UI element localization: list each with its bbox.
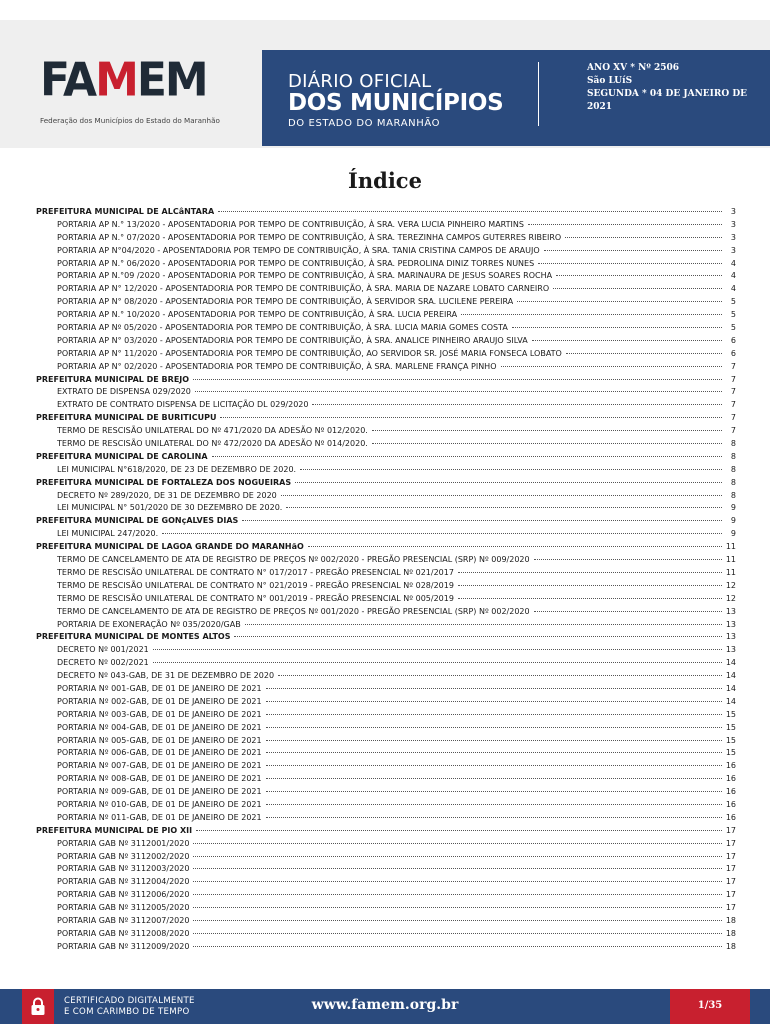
index-entry[interactable] — [36, 619, 736, 632]
dot-leader — [553, 288, 722, 289]
index-entry-title: TERMO DE RESCISÃO UNILATERAL DO Nº 472/2020 DA ADESÃO Nº 014/2020. — [57, 439, 368, 449]
index-entry-title: TERMO DE CANCELAMENTO DE ATA DE REGISTRO DE PREÇOS Nº 001/2020 - PREGÃO PRESENCIAL (SRP) Nº 002/2020 — [57, 606, 530, 616]
index-entry-page: 6 — [730, 335, 736, 345]
index-entry-page: 15 — [725, 748, 736, 758]
dot-leader — [517, 301, 722, 302]
index-entry-page: 18 — [725, 915, 736, 925]
index-entry-page: 15 — [725, 709, 736, 719]
index-entry-page: 7 — [730, 374, 736, 384]
index-entry[interactable] — [36, 606, 736, 619]
index-entry-title: PORTARIA Nº 011-GAB, DE 01 DE JANEIRO DE 2021 — [57, 812, 262, 822]
index-section-heading[interactable] — [36, 206, 736, 219]
index-entry[interactable] — [36, 876, 736, 889]
index-entry[interactable] — [36, 709, 736, 722]
index-entry-page: 15 — [725, 722, 736, 732]
index-entry-title: PORTARIA GAB Nº 3112008/2020 — [57, 928, 190, 938]
index-entry-page: 15 — [725, 735, 736, 745]
index-section-heading[interactable] — [36, 631, 736, 644]
index-entry-title: PORTARIA GAB Nº 3112009/2020 — [57, 941, 190, 951]
index-entry[interactable] — [36, 348, 736, 361]
banner-title-line1: DIÁRIO OFICIAL — [288, 71, 432, 92]
edition-city: São LUíS — [587, 76, 633, 86]
index-entry-page: 13 — [725, 606, 736, 616]
index-entry[interactable] — [36, 335, 736, 348]
index-entry[interactable] — [36, 760, 736, 773]
index-entry-title: PORTARIA GAB Nº 3112003/2020 — [57, 864, 190, 874]
dot-leader — [266, 752, 722, 753]
index-entry-title: PREFEITURA MUNICIPAL DE LAGOA GRANDE DO MARANHãO — [36, 542, 304, 552]
index-entry-title: DECRETO Nº 002/2021 — [57, 658, 149, 668]
index-entry-page: 11 — [725, 567, 736, 577]
dot-leader — [245, 624, 722, 625]
index-entry[interactable] — [36, 838, 736, 851]
index-entry-page: 7 — [730, 413, 736, 423]
index-entry-page: 17 — [725, 838, 736, 848]
index-entry[interactable] — [36, 580, 736, 593]
dot-leader — [312, 404, 722, 405]
dot-leader — [193, 933, 721, 934]
dot-leader — [266, 804, 722, 805]
index-entry[interactable] — [36, 786, 736, 799]
index-entry-title: PORTARIA Nº 006-GAB, DE 01 DE JANEIRO DE 2021 — [57, 748, 262, 758]
index-entry-title: LEI MUNICIPAL 247/2020. — [57, 529, 159, 539]
edition-year: 2021 — [587, 102, 613, 112]
index-entry-page: 7 — [730, 387, 736, 397]
dot-leader — [566, 353, 722, 354]
index-section-heading[interactable] — [36, 825, 736, 838]
dot-leader — [308, 546, 722, 547]
index-entry[interactable] — [36, 283, 736, 296]
index-entry-title: PORTARIA AP N.° 10/2020 - APOSENTADORIA POR TEMPO DE CONTRIBUIÇÃO, À SRA. LUCIA PEREIRA — [57, 310, 458, 320]
dot-leader — [193, 946, 721, 947]
index-entry-page: 3 — [730, 219, 736, 229]
dot-leader — [218, 211, 722, 212]
index-entry-title: PORTARIA GAB Nº 3112007/2020 — [57, 915, 190, 925]
index-entry-page: 7 — [730, 361, 736, 371]
index-entry-title: TERMO DE RESCISÃO UNILATERAL DE CONTRATO N° 001/2019 - PREGÃO PRESENCIAL Nº 005/2019 — [57, 593, 454, 603]
dot-leader — [501, 366, 723, 367]
dot-leader — [153, 649, 722, 650]
dot-leader — [153, 662, 722, 663]
dot-leader — [544, 250, 722, 251]
logo-wordmark: FAMEM — [40, 53, 207, 108]
dot-leader — [193, 907, 721, 908]
dot-leader — [193, 843, 721, 844]
dot-leader — [512, 327, 722, 328]
index-entry-page: 7 — [730, 426, 736, 436]
index-entry-title: DECRETO Nº 043-GAB, DE 31 DE DEZEMBRO DE 2020 — [57, 671, 275, 681]
index-entry[interactable] — [36, 386, 736, 399]
index-entry[interactable] — [36, 851, 736, 864]
dot-leader — [286, 507, 722, 508]
index-entry-title: DECRETO Nº 289/2020, DE 31 DE DEZEMBRO DE 2020 — [57, 490, 277, 500]
index-entry-title: PORTARIA DE EXONERAÇÃO Nº 035/2020/GAB — [57, 619, 241, 629]
website-link[interactable]: www.famem.org.br — [311, 997, 459, 1013]
index-section-heading[interactable] — [36, 541, 736, 554]
index-entry[interactable] — [36, 399, 736, 412]
dot-leader — [193, 868, 721, 869]
index-entry[interactable] — [36, 322, 736, 335]
index-entry-title: PREFEITURA MUNICIPAL DE MONTES ALTOS — [36, 632, 231, 642]
dot-leader — [266, 740, 722, 741]
index-entry-page: 6 — [730, 348, 736, 358]
index-entry[interactable] — [36, 928, 736, 941]
index-entry-page: 8 — [730, 439, 736, 449]
index-entry-page: 14 — [725, 696, 736, 706]
index-entry[interactable] — [36, 567, 736, 580]
index-entry[interactable] — [36, 735, 736, 748]
index-entry[interactable] — [36, 941, 736, 954]
index-entry-page: 13 — [725, 619, 736, 629]
index-entry[interactable] — [36, 799, 736, 812]
index-entry-page: 8 — [730, 490, 736, 500]
index-entry-title: PORTARIA AP N°04/2020 - APOSENTADORIA POR TEMPO DE CONTRIBUIÇÃO, À SRA. TANIA CRISTINA CAMPOS DE ARAUJO — [57, 245, 540, 255]
index-entry-title: PORTARIA AP N° 12/2020 - APOSENTADORIA POR TEMPO DE CONTRIBUIÇÃO, À SRA. MARIA DE NAZARE LOBATO CARNEIRO — [57, 284, 550, 294]
dot-leader — [300, 469, 722, 470]
index-entry[interactable] — [36, 863, 736, 876]
index-entry[interactable] — [36, 915, 736, 928]
dot-leader — [295, 482, 722, 483]
banner-title-line2: DOS MUNICÍPIOS — [288, 90, 504, 116]
index-entry-title: PORTARIA Nº 001-GAB, DE 01 DE JANEIRO DE 2021 — [57, 683, 262, 693]
dot-leader — [195, 391, 722, 392]
page-indicator: 1/35 — [697, 1000, 723, 1011]
index-entry[interactable] — [36, 683, 736, 696]
index-entry-page: 17 — [725, 903, 736, 913]
dot-leader — [278, 675, 722, 676]
famem-logo — [40, 53, 240, 130]
index-entry-page: 3 — [730, 232, 736, 242]
index-entry[interactable] — [36, 722, 736, 735]
dot-leader — [234, 636, 721, 637]
dot-leader — [193, 920, 721, 921]
index-entry-title: PORTARIA AP N.° 07/2020 - APOSENTADORIA POR TEMPO DE CONTRIBUIÇÃO, À SRA. TEREZINHA CAMPOS GUTERRES RIBEIRO — [57, 232, 562, 242]
index-entry-title: PREFEITURA MUNICIPAL DE BREJO — [36, 374, 190, 384]
index-entry-title: PORTARIA Nº 009-GAB, DE 01 DE JANEIRO DE 2021 — [57, 787, 262, 797]
dot-leader — [266, 778, 722, 779]
dot-leader — [528, 224, 722, 225]
index-entry[interactable] — [36, 219, 736, 232]
index-entry[interactable] — [36, 657, 736, 670]
dot-leader — [538, 263, 722, 264]
dot-leader — [458, 598, 722, 599]
index-entry[interactable] — [36, 696, 736, 709]
dot-leader — [266, 791, 722, 792]
index-entry-title: PREFEITURA MUNICIPAL DE BURITICUPU — [36, 413, 217, 423]
index-entry-page: 3 — [730, 245, 736, 255]
dot-leader — [266, 688, 722, 689]
index-section-heading[interactable] — [36, 515, 736, 528]
cert-line2: E COM CARIMBO DE TEMPO — [64, 1007, 190, 1017]
index-entry[interactable] — [36, 644, 736, 657]
index-entry[interactable] — [36, 773, 736, 786]
index-entry-title: PREFEITURA MUNICIPAL DE GONçALVES DIAS — [36, 516, 239, 526]
dot-leader — [266, 817, 722, 818]
index-entry-title: PORTARIA GAB Nº 3112001/2020 — [57, 838, 190, 848]
index-entry-title: PORTARIA AP Nº 05/2020 - APOSENTADORIA POR TEMPO DE CONTRIBUIÇÃO, À SRA. LUCIA MARIA GOMES COSTA — [57, 323, 508, 333]
dot-leader — [534, 559, 722, 560]
index-entry-page: 5 — [730, 323, 736, 333]
index-entry-page: 11 — [725, 542, 736, 552]
index-entry[interactable] — [36, 309, 736, 322]
index-entry-title: LEI MUNICIPAL N° 501/2020 DE 30 DEZEMBRO DE 2020. — [57, 503, 283, 513]
edition-date: SEGUNDA * 04 DE JANEIRO DE — [587, 89, 747, 99]
banner-title-line3: DO ESTADO DO MARANHÃO — [288, 118, 441, 129]
index-entry-title: PORTARIA Nº 004-GAB, DE 01 DE JANEIRO DE 2021 — [57, 722, 262, 732]
index-entry-page: 14 — [725, 658, 736, 668]
index-entry-page: 14 — [725, 683, 736, 693]
index-entry-title: TERMO DE RESCISÃO UNILATERAL DO Nº 471/2020 DA ADESÃO Nº 012/2020. — [57, 426, 368, 436]
index-entry[interactable] — [36, 425, 736, 438]
banner-divider — [538, 62, 539, 126]
index-entry-title: PORTARIA GAB Nº 3112002/2020 — [57, 851, 190, 861]
index-entry-page: 16 — [725, 812, 736, 822]
index-entry-title: EXTRATO DE CONTRATO DISPENSA DE LICITAÇÃO DL 029/2020 — [57, 400, 309, 410]
dot-leader — [193, 856, 721, 857]
index-entry-page: 17 — [725, 864, 736, 874]
index-entry-page: 16 — [725, 761, 736, 771]
index-entry-page: 18 — [725, 941, 736, 951]
index-entry-page: 17 — [725, 825, 736, 835]
cert-line1: CERTIFICADO DIGITALMENTE — [64, 996, 195, 1006]
index-entry[interactable] — [36, 554, 736, 567]
index-entry-page: 5 — [730, 297, 736, 307]
index-entry-title: PORTARIA AP N.° 06/2020 - APOSENTADORIA POR TEMPO DE CONTRIBUIÇÃO, À SRA. PEDROLINA DINIZ TORRES NUNES — [57, 258, 535, 268]
index-entry-page: 12 — [725, 580, 736, 590]
dot-leader — [196, 830, 722, 831]
index-entry[interactable] — [36, 502, 736, 515]
index-entry-page: 12 — [725, 593, 736, 603]
dot-leader — [266, 701, 722, 702]
index-entry-title: PORTARIA GAB Nº 3112005/2020 — [57, 903, 190, 913]
index-entry-title: PORTARIA Nº 007-GAB, DE 01 DE JANEIRO DE 2021 — [57, 761, 262, 771]
index-entry-page: 8 — [730, 451, 736, 461]
index-entry-page: 3 — [730, 207, 736, 216]
dot-leader — [266, 727, 722, 728]
index-entry-title: LEI MUNICIPAL N°618/2020, DE 23 DE DEZEMBRO DE 2020. — [57, 464, 297, 474]
index-entry[interactable] — [36, 361, 736, 374]
index-entry-page: 5 — [730, 310, 736, 320]
index-entry-page: 16 — [725, 774, 736, 784]
dot-leader — [281, 495, 722, 496]
index-entry-page: 17 — [725, 877, 736, 887]
index-entry-title: PORTARIA GAB Nº 3112004/2020 — [57, 877, 190, 887]
dot-leader — [534, 611, 722, 612]
edition-meta — [587, 62, 747, 114]
index-entry[interactable] — [36, 812, 736, 825]
index-entry-page: 17 — [725, 890, 736, 900]
index-entry[interactable] — [36, 902, 736, 915]
index-entry-page: 9 — [730, 529, 736, 539]
index-entry[interactable] — [36, 593, 736, 606]
index-entry-title: PORTARIA Nº 010-GAB, DE 01 DE JANEIRO DE 2021 — [57, 799, 262, 809]
index-entry-page: 16 — [725, 787, 736, 797]
index-entry-page: 4 — [730, 284, 736, 294]
index-entry-page: 18 — [725, 928, 736, 938]
dot-leader — [532, 340, 722, 341]
index-entry[interactable] — [36, 296, 736, 309]
index-entry[interactable] — [36, 232, 736, 245]
dot-leader — [242, 520, 722, 521]
index-entry-title: EXTRATO DE DISPENSA 029/2020 — [57, 387, 191, 397]
index-entry-page: 7 — [730, 400, 736, 410]
index-entry-title: PREFEITURA MUNICIPAL DE CAROLINA — [36, 451, 208, 461]
index-entry-title: PORTARIA Nº 002-GAB, DE 01 DE JANEIRO DE 2021 — [57, 696, 262, 706]
index-entry[interactable] — [36, 670, 736, 683]
index-entry[interactable] — [36, 528, 736, 541]
index-entry-title: PORTARIA AP N° 03/2020 - APOSENTADORIA POR TEMPO DE CONTRIBUIÇÃO, À SRA. ANALICE PINHEIRO ARAUJO SILVA — [57, 335, 528, 345]
index-entry[interactable] — [36, 438, 736, 451]
index-entry-page: 13 — [725, 645, 736, 655]
index-entry-title: TERMO DE CANCELAMENTO DE ATA DE REGISTRO DE PREÇOS Nº 002/2020 - PREGÃO PRESENCIAL (SRP) Nº 009/2020 — [57, 555, 530, 565]
masthead — [0, 20, 770, 148]
dot-leader — [266, 765, 722, 766]
index-title: Índice — [348, 168, 422, 193]
footer-bar — [0, 989, 770, 1024]
index-entry-title: TERMO DE RESCISÃO UNILATERAL DE CONTRATO N° 021/2019 - PREGÃO PRESENCIAL Nº 028/2019 — [57, 580, 454, 590]
index-entry-title: PORTARIA AP N° 08/2020 - APOSENTADORIA POR TEMPO DE CONTRIBUIÇÃO, À SERVIDOR SRA. LUCILENE PEREIRA — [57, 297, 514, 307]
index-entry-page: 9 — [730, 516, 736, 526]
index-entry-title: PORTARIA AP N° 02/2020 - APOSENTADORIA POR TEMPO DE CONTRIBUIÇÃO, À SRA. MARLENE FRANÇA PINHO — [57, 361, 497, 371]
index-entry[interactable] — [36, 747, 736, 760]
index-entry-title: PORTARIA AP N.° 13/2020 - APOSENTADORIA POR TEMPO DE CONTRIBUIÇÃO, À SRA. VERA LUCIA PINHEIRO MARTINS — [57, 219, 524, 229]
logo-subtitle: Federação dos Municípios do Estado do Maranhão — [40, 116, 220, 125]
index-entry-title: PORTARIA AP N° 11/2020 - APOSENTADORIA POR TEMPO DE CONTRIBUIÇÃO, AO SERVIDOR SR. JOSÉ MARIA FONSECA LOBATO — [57, 348, 562, 358]
diario-banner — [262, 50, 770, 146]
index-entry[interactable] — [36, 270, 736, 283]
index-section-heading[interactable] — [36, 374, 736, 387]
dot-leader — [372, 443, 722, 444]
dot-leader — [162, 533, 722, 534]
edition-number: ANO XV * Nº 2506 — [587, 63, 680, 73]
dot-leader — [461, 314, 722, 315]
index-section-heading[interactable] — [36, 412, 736, 425]
index-entry-page: 8 — [730, 464, 736, 474]
index-entry-title: PORTARIA Nº 008-GAB, DE 01 DE JANEIRO DE 2021 — [57, 774, 262, 784]
index-entry[interactable] — [36, 245, 736, 258]
index-entry-page: 9 — [730, 503, 736, 513]
dot-leader — [193, 894, 721, 895]
dot-leader — [220, 417, 722, 418]
index-entry-title: PREFEITURA MUNICIPAL DE PIO XII — [36, 825, 193, 835]
index-entry-page: 11 — [725, 555, 736, 565]
index-entry-page: 17 — [725, 851, 736, 861]
index-entry-page: 4 — [730, 258, 736, 268]
index-entry[interactable] — [36, 889, 736, 902]
index-section-heading[interactable] — [36, 451, 736, 464]
index-entry-title: PORTARIA Nº 005-GAB, DE 01 DE JANEIRO DE 2021 — [57, 735, 262, 745]
dot-leader — [193, 379, 722, 380]
dot-leader — [556, 275, 722, 276]
index-entry-page: 14 — [725, 671, 736, 681]
dot-leader — [458, 572, 722, 573]
index-entry-title: PORTARIA Nº 003-GAB, DE 01 DE JANEIRO DE 2021 — [57, 709, 262, 719]
index-entry-title: PORTARIA AP N.°09 /2020 - APOSENTADORIA POR TEMPO DE CONTRIBUIÇÃO, À SRA. MARINAURA DE JESUS SOARES ROCHA — [57, 271, 553, 281]
index-entry-title: PREFEITURA MUNICIPAL DE FORTALEZA DOS NOGUEIRAS — [36, 477, 292, 487]
dot-leader — [458, 585, 722, 586]
index-entry-page: 13 — [725, 632, 736, 642]
index-entry-title: TERMO DE RESCISÃO UNILATERAL DE CONTRATO N° 017/2017 - PREGÃO PRESENCIAL Nº 021/2017 — [57, 567, 454, 577]
index-entry-title: PORTARIA GAB Nº 3112006/2020 — [57, 890, 190, 900]
dot-leader — [266, 714, 722, 715]
dot-leader — [193, 881, 721, 882]
index-entry-title: PREFEITURA MUNICIPAL DE ALCâNTARA — [36, 207, 215, 216]
index-entry[interactable] — [36, 258, 736, 271]
index-entry-page: 4 — [730, 271, 736, 281]
index-entry-page: 8 — [730, 477, 736, 487]
index-entry[interactable] — [36, 464, 736, 477]
index-section-heading[interactable] — [36, 477, 736, 490]
index-entry[interactable] — [36, 490, 736, 503]
index-entry-page: 16 — [725, 799, 736, 809]
index-list — [36, 206, 736, 954]
dot-leader — [212, 456, 722, 457]
index-entry-title: DECRETO Nº 001/2021 — [57, 645, 149, 655]
dot-leader — [372, 430, 722, 431]
dot-leader — [565, 237, 722, 238]
page-badge — [670, 989, 750, 1024]
